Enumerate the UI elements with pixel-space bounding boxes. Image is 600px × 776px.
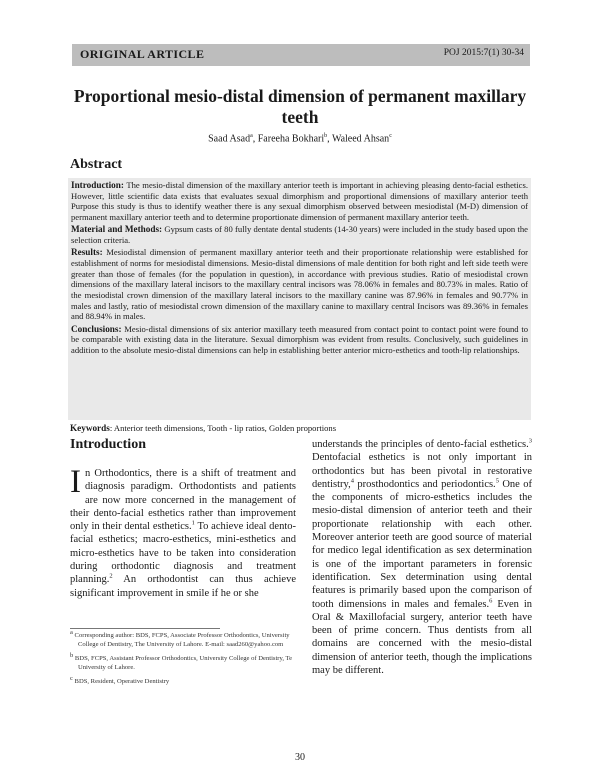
journal-citation: POJ 2015:7(1) 30-34 xyxy=(443,48,524,58)
citation-ref: 6 xyxy=(489,597,493,605)
introduction-continued xyxy=(312,438,532,677)
section-label: Results: xyxy=(71,247,103,258)
article-type-label: ORIGINAL ARTICLE xyxy=(80,47,205,61)
footnote-mark: b xyxy=(70,652,74,659)
citation-ref: 2 xyxy=(109,572,113,580)
footnote-mark: c xyxy=(70,675,73,683)
keywords-label: Keywords xyxy=(70,423,110,433)
footnote-text: BDS, Resident, Operative Dentistry xyxy=(74,678,170,686)
abstract-box xyxy=(68,178,531,420)
footnote-mark: a xyxy=(70,628,73,636)
keywords xyxy=(70,423,530,433)
abstract-methods xyxy=(71,224,528,245)
body-text: Dentofacial esthetics is not only important in orthodontics but has been pivotal in restorative dentistry, xyxy=(312,452,532,490)
abstract-results xyxy=(71,247,528,322)
abstract-introduction xyxy=(71,180,528,223)
author-list: Saad Asad$^a$, Fareeha Bokhari$^b$, Waleed Ahsan$^c$ xyxy=(208,133,392,145)
footnote-text: Corresponding author: BDS, FCPS, Associate Professor Orthodontics, University College of Dentistry, The University of Lahore. E-mail: saad260@yahoo.com xyxy=(74,632,290,648)
section-text: The mesio-distal dimension of the maxillary anterior teeth is important in achieving pleasing dento-facial esthetics. However, little scientific data exists that evaluates sexual dimorphism and proportional dimensions of maxillary anterior teeth Purpose this study is thus to identify weather there is any sexual dimorphism observed between mesiodistal (M-D) dimension of permanent maxillary anterior teeth and to determine proportionate dimension of permanent maxillary anterior teeth. xyxy=(71,180,528,223)
author-affiliation-mark: c xyxy=(389,133,392,139)
citation-ref: 5 xyxy=(495,477,499,485)
body-text: One of the components of micro-esthetics includes the mesio-distal dimension of anterior teeth and their proportionate relationship with each other. Moreover anterior teeth are good source of material for medico legal identification as sex determination is one of the important parameters in forensic identification. Sex determination using dental features is primarily based upon the comparison of tooth dimensions in males and females. xyxy=(312,478,532,610)
footnote xyxy=(70,675,296,687)
section-label: Introduction: xyxy=(71,180,124,190)
left-column xyxy=(70,437,296,600)
section-text: Mesio-distal dimensions of six anterior maxillary teeth measured from contact point to contact point were found to be comparable with existing data in the literature. Sexual dimorphism was evident from results. Conclusively, such guidelines in addition to the absolute mesio-distal dimensions can help in establishing better anterior micro-esthetics and tooth-lip relationships. xyxy=(71,323,528,356)
section-text: Gypsum casts of 80 fully dentate dental students (14-30 years) were included in the study based upon the selection criteria. xyxy=(71,224,529,246)
body-text: prosthodontics and periodontics. xyxy=(353,478,496,490)
abstract-conclusions xyxy=(71,324,528,356)
citation-ref: 1 xyxy=(191,519,195,527)
author-name: Waleed Ahsan xyxy=(331,133,390,145)
section-text: Mesiodistal dimension of permanent maxillary anterior teeth and their proportionate relationship were established for establishment of norms for mesiodistal dimensions. Mesio-distal dimensions of male dentition for both right and left side teeth were greater than those of females (for the population in question), in accordance with previous studies. Ratio of mesiodistal crown dimensions of the maxillary lateral incisors to the maxillary central incisors was 78.06% in females and 80.73% in males. Ratio of the mesiodistal crown dimension of the maxillary lateral incisors to the maxillary canine was 87.96% in females and 90.77% in males and lastly, ratio of mesiodistal crown dimension of the maxillary canine to maxillary central Incisors was 89.36% in females and 88.94% in males. xyxy=(71,247,529,322)
author-affiliation-mark: b xyxy=(324,133,328,139)
body-text: n Orthodontics, there is a shift of treatment and diagnosis paradigm. Orthodontists and patients are now more concerned in the management of their dento-facial esthetics rather than improvement only in their dental esthetics. xyxy=(70,468,296,533)
footnote-divider xyxy=(70,628,220,629)
footnotes xyxy=(70,628,296,693)
section-label: Conclusions: xyxy=(71,323,122,334)
body-text: An orthodontist can thus achieve significant improvement in smile if he or she xyxy=(70,574,296,599)
body-text: understands the principles of dento-facial esthetics. xyxy=(312,439,529,450)
article-header-bar xyxy=(72,44,530,66)
citation-ref: 3 xyxy=(528,437,532,445)
introduction-heading: Introduction xyxy=(70,437,146,452)
citation-ref: 4 xyxy=(350,477,354,485)
author-affiliation-mark: a xyxy=(250,133,253,139)
abstract-heading: Abstract xyxy=(70,157,123,172)
paper-title: Proportional mesio-distal dimension of permanent maxillary teeth xyxy=(73,86,527,127)
drop-cap: I xyxy=(70,464,81,500)
author-name: Saad Asad xyxy=(208,133,251,145)
body-text: To achieve ideal dento-facial esthetics; macro-esthetics, mini-esthetics and micro-esthetics have to be taken into consideration during orthodontic diagnosis and treatment planning. xyxy=(70,521,297,586)
footnote xyxy=(70,628,296,649)
body-text: Even in Oral & Maxillofacial surgery, anterior teeth have been of prime concern. Thus dentists from all domains are concerned with the mesio-distal dimension of anterior teeth, though the implications may be different. xyxy=(312,598,533,677)
right-column xyxy=(312,438,532,677)
introduction-paragraph xyxy=(70,464,297,600)
page-number: 30 xyxy=(295,752,305,763)
footnote-text: BDS, FCPS, Assistant Professor Orthodontics, University College of Dentistry, Te University of Lahore. xyxy=(74,655,293,671)
section-label: Material and Methods: xyxy=(71,224,163,235)
keywords-text: : Anterior teeth dimensions, Tooth - lip ratios, Golden proportions xyxy=(109,423,337,433)
author-name: Fareeha Bokhari xyxy=(257,133,325,145)
footnote xyxy=(70,652,296,672)
